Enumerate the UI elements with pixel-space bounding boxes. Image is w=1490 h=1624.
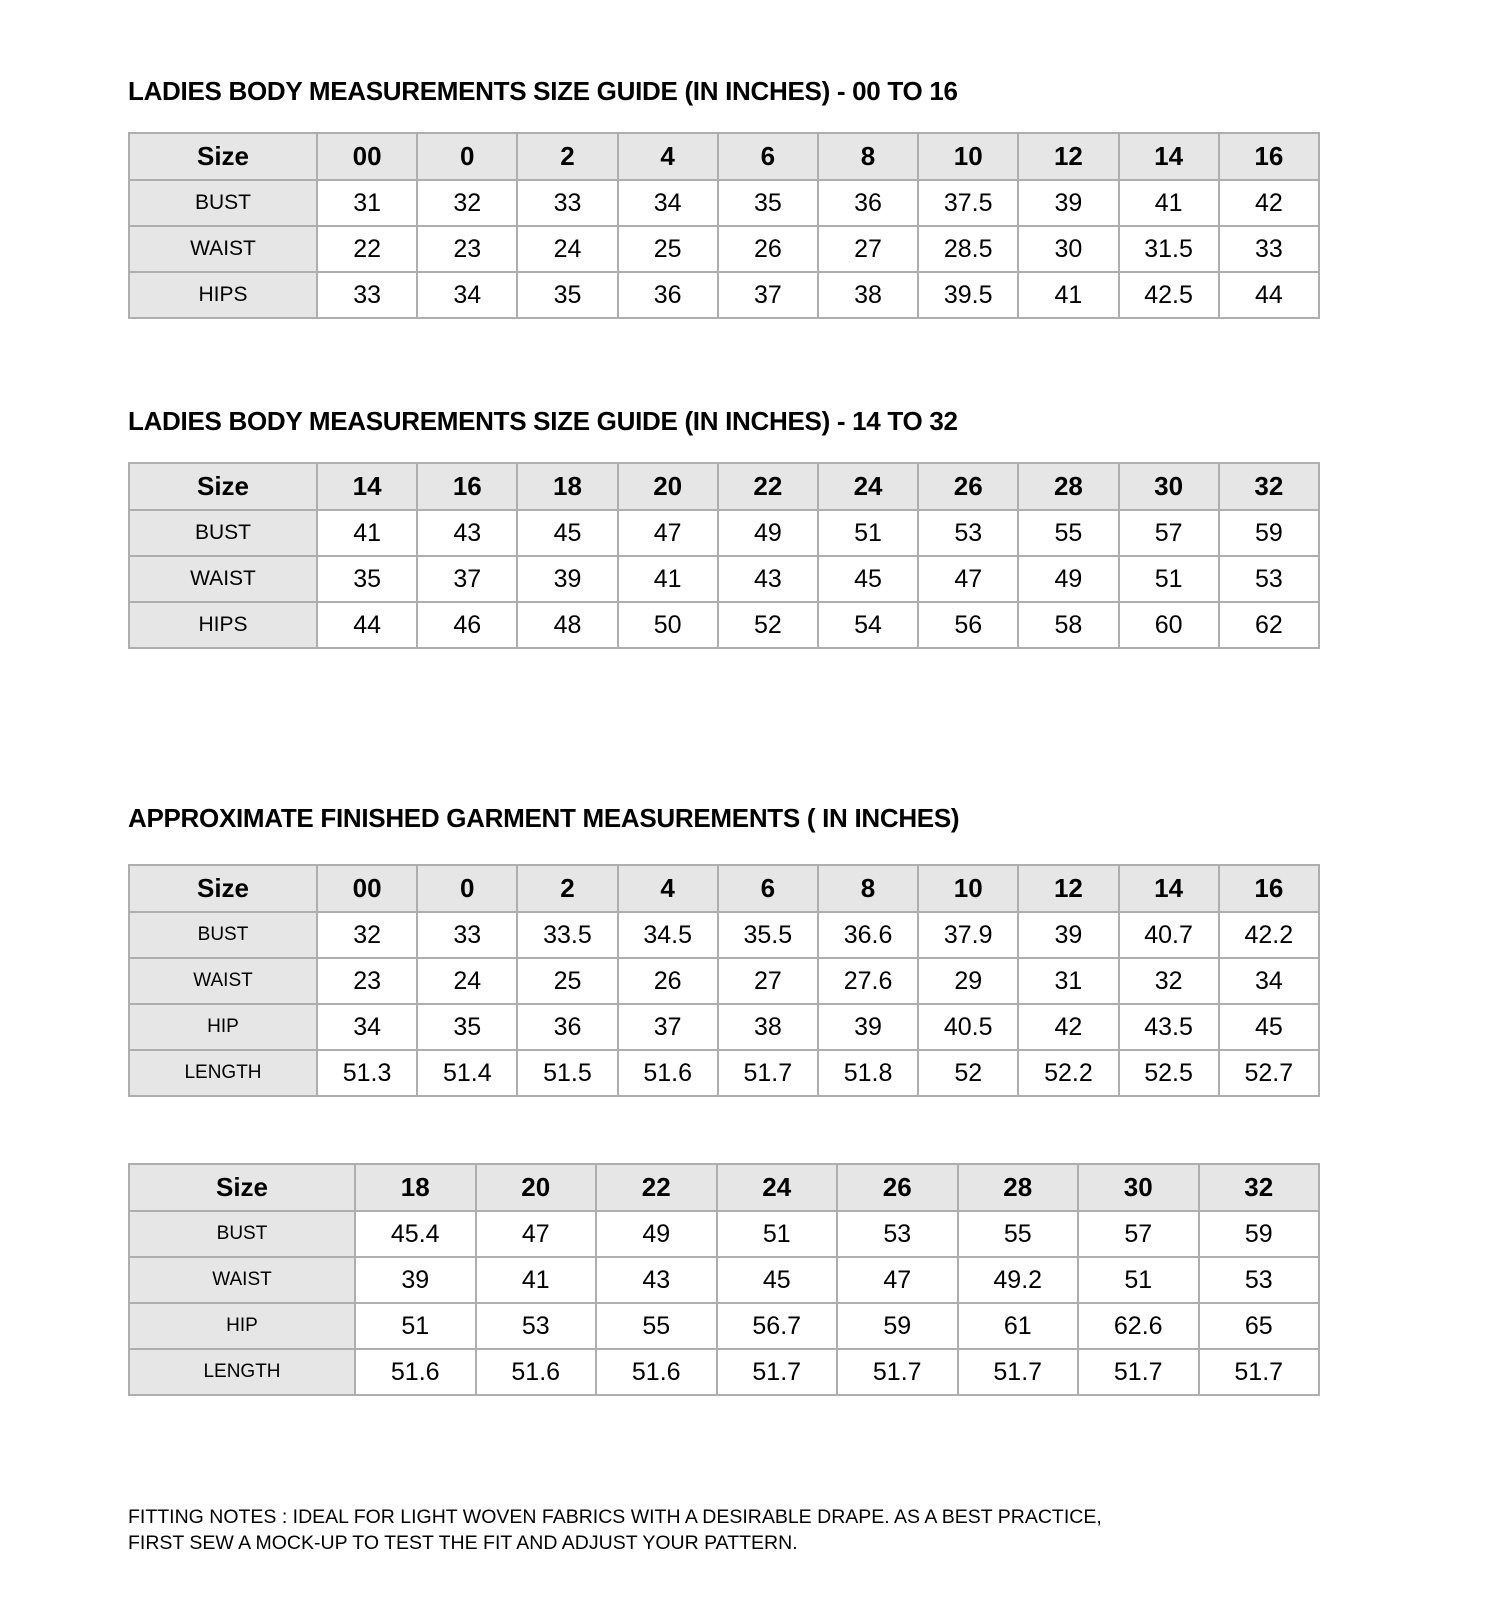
measurement-value: 44 bbox=[317, 602, 417, 648]
measurement-row-hip bbox=[129, 1004, 1319, 1050]
measurement-value: 49 bbox=[718, 510, 818, 556]
measurement-value: 51 bbox=[717, 1211, 838, 1257]
measurement-label: LENGTH bbox=[129, 1349, 355, 1395]
measurement-row-hips bbox=[129, 602, 1319, 648]
measurement-value: 55 bbox=[958, 1211, 1079, 1257]
size-header-cell: 10 bbox=[918, 133, 1018, 180]
measurement-value: 31 bbox=[1018, 958, 1118, 1004]
measurement-value: 47 bbox=[476, 1211, 597, 1257]
size-header-cell: 26 bbox=[918, 463, 1018, 510]
size-header-cell: 32 bbox=[1199, 1164, 1320, 1211]
measurement-value: 37.5 bbox=[918, 180, 1018, 226]
measurement-value: 42 bbox=[1219, 180, 1319, 226]
measurement-value: 35 bbox=[517, 272, 617, 318]
measurement-value: 33 bbox=[517, 180, 617, 226]
measurement-value: 40.7 bbox=[1119, 912, 1219, 958]
measurement-value: 39 bbox=[818, 1004, 918, 1050]
measurement-value: 57 bbox=[1119, 510, 1219, 556]
measurement-value: 51.7 bbox=[1078, 1349, 1199, 1395]
measurement-value: 51 bbox=[818, 510, 918, 556]
size-header-cell: 24 bbox=[717, 1164, 838, 1211]
measurement-label: WAIST bbox=[129, 1257, 355, 1303]
measurement-value: 34 bbox=[618, 180, 718, 226]
garment-measurements-title: APPROXIMATE FINISHED GARMENT MEASUREMENTS ( IN INCHES) bbox=[128, 803, 960, 833]
size-header-cell: 14 bbox=[1119, 133, 1219, 180]
measurement-row-hip bbox=[129, 1303, 1319, 1349]
measurement-value: 45 bbox=[717, 1257, 838, 1303]
fitting-notes-line-1: FITTING NOTES : IDEAL FOR LIGHT WOVEN FABRICS WITH A DESIRABLE DRAPE. AS A BEST PRACTICE, bbox=[128, 1506, 1102, 1528]
measurement-value: 45 bbox=[517, 510, 617, 556]
measurement-value: 31 bbox=[317, 180, 417, 226]
measurement-value: 52 bbox=[718, 602, 818, 648]
size-header-cell: 20 bbox=[476, 1164, 597, 1211]
garment-measurements-00-16-table bbox=[128, 864, 1320, 1097]
size-header-cell: 16 bbox=[1219, 133, 1319, 180]
measurement-value: 36.6 bbox=[818, 912, 918, 958]
measurement-value: 53 bbox=[1199, 1257, 1320, 1303]
measurement-value: 59 bbox=[1219, 510, 1319, 556]
measurement-value: 29 bbox=[918, 958, 1018, 1004]
measurement-value: 42 bbox=[1018, 1004, 1118, 1050]
measurement-value: 45.4 bbox=[355, 1211, 476, 1257]
measurement-value: 40.5 bbox=[918, 1004, 1018, 1050]
size-header-cell: 32 bbox=[1219, 463, 1319, 510]
measurement-value: 33.5 bbox=[517, 912, 617, 958]
measurement-value: 55 bbox=[1018, 510, 1118, 556]
measurement-value: 39.5 bbox=[918, 272, 1018, 318]
measurement-value: 65 bbox=[1199, 1303, 1320, 1349]
size-header-cell: 20 bbox=[618, 463, 718, 510]
measurement-value: 51.6 bbox=[618, 1050, 718, 1096]
measurement-row-waist bbox=[129, 1257, 1319, 1303]
measurement-value: 49 bbox=[1018, 556, 1118, 602]
measurement-value: 33 bbox=[417, 912, 517, 958]
measurement-value: 50 bbox=[618, 602, 718, 648]
size-header-cell: 00 bbox=[317, 133, 417, 180]
measurement-label: HIPS bbox=[129, 602, 317, 648]
size-header-row bbox=[129, 463, 1319, 510]
measurement-row-bust bbox=[129, 510, 1319, 556]
measurement-value: 42.2 bbox=[1219, 912, 1319, 958]
measurement-row-waist bbox=[129, 958, 1319, 1004]
measurement-value: 51.7 bbox=[718, 1050, 818, 1096]
measurement-value: 35 bbox=[718, 180, 818, 226]
measurement-label: BUST bbox=[129, 1211, 355, 1257]
measurement-value: 51 bbox=[1078, 1257, 1199, 1303]
size-header-cell: 6 bbox=[718, 865, 818, 912]
measurement-value: 51.6 bbox=[476, 1349, 597, 1395]
measurement-row-hips bbox=[129, 272, 1319, 318]
size-header-cell: 0 bbox=[417, 865, 517, 912]
measurement-value: 59 bbox=[837, 1303, 958, 1349]
measurement-value: 48 bbox=[517, 602, 617, 648]
size-header-label: Size bbox=[129, 865, 317, 912]
measurement-row-bust bbox=[129, 180, 1319, 226]
measurement-value: 47 bbox=[918, 556, 1018, 602]
measurement-value: 43 bbox=[417, 510, 517, 556]
measurement-value: 32 bbox=[417, 180, 517, 226]
measurement-value: 34.5 bbox=[618, 912, 718, 958]
size-header-cell: 22 bbox=[596, 1164, 717, 1211]
size-header-cell: 16 bbox=[417, 463, 517, 510]
size-header-label: Size bbox=[129, 133, 317, 180]
measurement-value: 45 bbox=[1219, 1004, 1319, 1050]
size-header-cell: 18 bbox=[355, 1164, 476, 1211]
measurement-value: 24 bbox=[417, 958, 517, 1004]
measurement-value: 36 bbox=[818, 180, 918, 226]
measurement-value: 41 bbox=[317, 510, 417, 556]
measurement-row-bust bbox=[129, 1211, 1319, 1257]
measurement-value: 62.6 bbox=[1078, 1303, 1199, 1349]
measurement-value: 25 bbox=[517, 958, 617, 1004]
size-header-cell: 30 bbox=[1119, 463, 1219, 510]
measurement-value: 58 bbox=[1018, 602, 1118, 648]
measurement-value: 61 bbox=[958, 1303, 1079, 1349]
measurement-value: 37 bbox=[618, 1004, 718, 1050]
measurement-value: 53 bbox=[476, 1303, 597, 1349]
measurement-value: 32 bbox=[1119, 958, 1219, 1004]
size-header-row bbox=[129, 865, 1319, 912]
measurement-value: 51.5 bbox=[517, 1050, 617, 1096]
fitting-notes bbox=[128, 1504, 1328, 1556]
measurement-value: 51.7 bbox=[717, 1349, 838, 1395]
measurement-value: 56.7 bbox=[717, 1303, 838, 1349]
measurement-value: 43 bbox=[596, 1257, 717, 1303]
size-header-cell: 2 bbox=[517, 133, 617, 180]
measurement-value: 56 bbox=[918, 602, 1018, 648]
measurement-value: 28.5 bbox=[918, 226, 1018, 272]
measurement-value: 52.5 bbox=[1119, 1050, 1219, 1096]
measurement-value: 26 bbox=[618, 958, 718, 1004]
size-header-cell: 14 bbox=[1119, 865, 1219, 912]
measurement-value: 49 bbox=[596, 1211, 717, 1257]
measurement-value: 34 bbox=[417, 272, 517, 318]
measurement-value: 35 bbox=[417, 1004, 517, 1050]
measurement-value: 33 bbox=[1219, 226, 1319, 272]
size-header-cell: 22 bbox=[718, 463, 818, 510]
measurement-value: 23 bbox=[417, 226, 517, 272]
measurement-value: 31.5 bbox=[1119, 226, 1219, 272]
size-header-row bbox=[129, 1164, 1319, 1211]
measurement-label: BUST bbox=[129, 510, 317, 556]
size-header-cell: 28 bbox=[958, 1164, 1079, 1211]
measurement-value: 39 bbox=[355, 1257, 476, 1303]
measurement-value: 52.2 bbox=[1018, 1050, 1118, 1096]
measurement-value: 37 bbox=[417, 556, 517, 602]
measurement-value: 23 bbox=[317, 958, 417, 1004]
size-header-cell: 16 bbox=[1219, 865, 1319, 912]
size-header-cell: 14 bbox=[317, 463, 417, 510]
measurement-label: HIP bbox=[129, 1004, 317, 1050]
measurement-value: 51.3 bbox=[317, 1050, 417, 1096]
measurement-value: 52.7 bbox=[1219, 1050, 1319, 1096]
measurement-value: 45 bbox=[818, 556, 918, 602]
measurement-value: 51.7 bbox=[1199, 1349, 1320, 1395]
measurement-label: WAIST bbox=[129, 958, 317, 1004]
measurement-value: 32 bbox=[317, 912, 417, 958]
measurement-value: 35 bbox=[317, 556, 417, 602]
measurement-value: 41 bbox=[1018, 272, 1118, 318]
measurement-value: 51.8 bbox=[818, 1050, 918, 1096]
size-header-cell: 12 bbox=[1018, 133, 1118, 180]
measurement-value: 49.2 bbox=[958, 1257, 1079, 1303]
measurement-value: 51.7 bbox=[837, 1349, 958, 1395]
measurement-value: 51 bbox=[355, 1303, 476, 1349]
measurement-value: 57 bbox=[1078, 1211, 1199, 1257]
measurement-row-bust bbox=[129, 912, 1319, 958]
measurement-value: 25 bbox=[618, 226, 718, 272]
size-header-cell: 0 bbox=[417, 133, 517, 180]
fitting-notes-line-2: FIRST SEW A MOCK-UP TO TEST THE FIT AND ADJUST YOUR PATTERN. bbox=[128, 1532, 798, 1554]
measurement-value: 54 bbox=[818, 602, 918, 648]
size-header-cell: 8 bbox=[818, 133, 918, 180]
size-header-label: Size bbox=[129, 463, 317, 510]
size-header-label: Size bbox=[129, 1164, 355, 1211]
measurement-value: 53 bbox=[837, 1211, 958, 1257]
measurement-value: 24 bbox=[517, 226, 617, 272]
measurement-value: 27 bbox=[818, 226, 918, 272]
measurement-value: 41 bbox=[618, 556, 718, 602]
measurement-label: BUST bbox=[129, 912, 317, 958]
measurement-value: 36 bbox=[618, 272, 718, 318]
measurement-label: BUST bbox=[129, 180, 317, 226]
size-header-cell: 12 bbox=[1018, 865, 1118, 912]
measurement-label: LENGTH bbox=[129, 1050, 317, 1096]
measurement-row-length bbox=[129, 1349, 1319, 1395]
garment-measurements-18-32-table bbox=[128, 1163, 1320, 1396]
measurement-label: HIPS bbox=[129, 272, 317, 318]
measurement-value: 33 bbox=[317, 272, 417, 318]
size-header-cell: 4 bbox=[618, 865, 718, 912]
measurement-value: 53 bbox=[1219, 556, 1319, 602]
measurement-value: 44 bbox=[1219, 272, 1319, 318]
measurement-value: 34 bbox=[1219, 958, 1319, 1004]
measurement-value: 41 bbox=[476, 1257, 597, 1303]
measurement-value: 62 bbox=[1219, 602, 1319, 648]
measurement-value: 30 bbox=[1018, 226, 1118, 272]
size-header-cell: 4 bbox=[618, 133, 718, 180]
measurement-value: 59 bbox=[1199, 1211, 1320, 1257]
measurement-value: 51.6 bbox=[355, 1349, 476, 1395]
measurement-row-waist bbox=[129, 556, 1319, 602]
body-size-guide-00-16-title: LADIES BODY MEASUREMENTS SIZE GUIDE (IN INCHES) - 00 TO 16 bbox=[128, 76, 958, 106]
measurement-value: 55 bbox=[596, 1303, 717, 1349]
size-header-cell: 30 bbox=[1078, 1164, 1199, 1211]
measurement-value: 39 bbox=[1018, 180, 1118, 226]
measurement-value: 38 bbox=[718, 1004, 818, 1050]
size-header-cell: 18 bbox=[517, 463, 617, 510]
measurement-value: 60 bbox=[1119, 602, 1219, 648]
size-header-row bbox=[129, 133, 1319, 180]
measurement-value: 35.5 bbox=[718, 912, 818, 958]
measurement-value: 27.6 bbox=[818, 958, 918, 1004]
measurement-value: 52 bbox=[918, 1050, 1018, 1096]
size-header-cell: 2 bbox=[517, 865, 617, 912]
measurement-value: 22 bbox=[317, 226, 417, 272]
measurement-value: 36 bbox=[517, 1004, 617, 1050]
measurement-value: 39 bbox=[517, 556, 617, 602]
measurement-value: 39 bbox=[1018, 912, 1118, 958]
size-header-cell: 10 bbox=[918, 865, 1018, 912]
measurement-value: 53 bbox=[918, 510, 1018, 556]
size-header-cell: 26 bbox=[837, 1164, 958, 1211]
measurement-value: 51.6 bbox=[596, 1349, 717, 1395]
measurement-row-waist bbox=[129, 226, 1319, 272]
size-header-cell: 6 bbox=[718, 133, 818, 180]
body-size-guide-14-32-table bbox=[128, 462, 1320, 649]
measurement-value: 34 bbox=[317, 1004, 417, 1050]
measurement-value: 43.5 bbox=[1119, 1004, 1219, 1050]
measurement-value: 42.5 bbox=[1119, 272, 1219, 318]
size-header-cell: 00 bbox=[317, 865, 417, 912]
measurement-label: WAIST bbox=[129, 556, 317, 602]
size-header-cell: 8 bbox=[818, 865, 918, 912]
measurement-value: 43 bbox=[718, 556, 818, 602]
size-header-cell: 28 bbox=[1018, 463, 1118, 510]
measurement-value: 37 bbox=[718, 272, 818, 318]
measurement-value: 47 bbox=[837, 1257, 958, 1303]
measurement-value: 41 bbox=[1119, 180, 1219, 226]
measurement-row-length bbox=[129, 1050, 1319, 1096]
measurement-value: 51.7 bbox=[958, 1349, 1079, 1395]
measurement-value: 27 bbox=[718, 958, 818, 1004]
measurement-value: 51 bbox=[1119, 556, 1219, 602]
measurement-value: 51.4 bbox=[417, 1050, 517, 1096]
body-size-guide-14-32-title: LADIES BODY MEASUREMENTS SIZE GUIDE (IN INCHES) - 14 TO 32 bbox=[128, 406, 958, 436]
measurement-value: 26 bbox=[718, 226, 818, 272]
measurement-value: 38 bbox=[818, 272, 918, 318]
measurement-label: HIP bbox=[129, 1303, 355, 1349]
measurement-label: WAIST bbox=[129, 226, 317, 272]
measurement-value: 46 bbox=[417, 602, 517, 648]
measurement-value: 47 bbox=[618, 510, 718, 556]
body-size-guide-00-16-table bbox=[128, 132, 1320, 319]
measurement-value: 37.9 bbox=[918, 912, 1018, 958]
size-header-cell: 24 bbox=[818, 463, 918, 510]
